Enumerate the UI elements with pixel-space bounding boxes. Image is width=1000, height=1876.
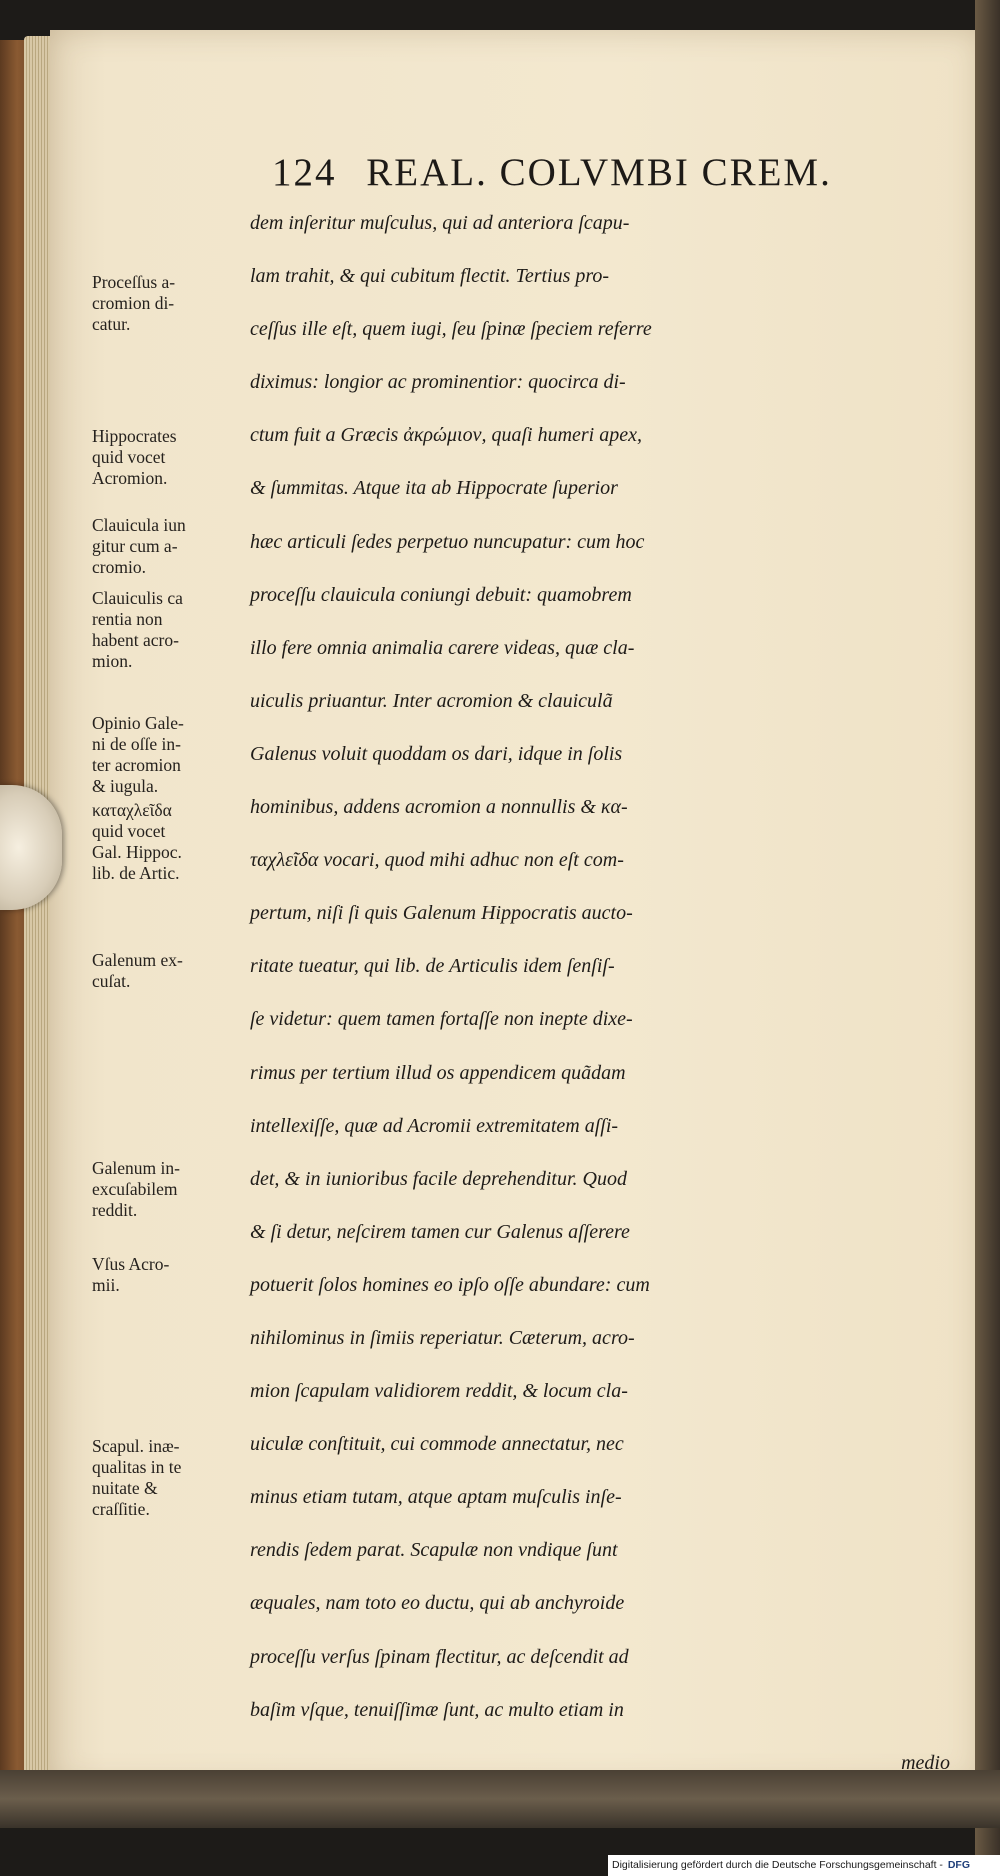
body-line: lam trahit, & qui cubitum flectit. Tertius pro-	[250, 265, 610, 288]
body-line: nihilominus in ſimiis reperiatur. Cæterum, acro-	[250, 1326, 635, 1349]
margin-note-line: craſſitie.	[92, 1499, 150, 1519]
margin-note-line: καταχλεῖδα	[92, 800, 172, 820]
margin-note-line: gitur cum a-	[92, 536, 178, 556]
body-text	[250, 197, 985, 1790]
margin-note-line: quid vocet	[92, 447, 166, 467]
margin-note-line: Galenum in-	[92, 1158, 180, 1178]
margin-note-line: Galenum ex-	[92, 950, 183, 970]
body-line: dem inſeritur muſculus, qui ad anteriora ſcapu-	[250, 212, 630, 234]
margin-note-line: Clauicula iun	[92, 515, 186, 535]
margin-note-line: Scapul. inæ-	[92, 1436, 180, 1456]
margin-note-line: mion.	[92, 651, 133, 671]
margin-note-line: quid vocet	[92, 821, 166, 841]
body-line: potuerit ſolos homines eo ipſo oſſe abundare: cum	[250, 1273, 650, 1296]
body-line: illo fere omnia animalia carere videas, quæ cla-	[250, 636, 635, 659]
body-line: proceſſu verſus ſpinam flectitur, ac deſcendit ad	[250, 1645, 629, 1668]
dfg-logo: DFG	[947, 1859, 971, 1871]
margin-note-line: qualitas in te	[92, 1457, 182, 1477]
margin-note-line: cromion di-	[92, 293, 175, 313]
body-line: ſe videtur: quem tamen fortaſſe non inepte dixe-	[250, 1008, 633, 1031]
body-line: hominibus, addens acromion a nonnullis & κα-	[250, 796, 628, 819]
body-line: & ſi detur, neſcirem tamen cur Galenus aſſerere	[250, 1220, 630, 1243]
body-line: & ſummitas. Atque ita ab Hippocrate ſuperior	[250, 477, 618, 500]
body-line: intellexiſſe, quæ ad Acromii extremitatem aſſi-	[250, 1114, 619, 1137]
body-line: minus etiam tutam, atque aptam muſculis inſe-	[250, 1486, 622, 1509]
body-line: hæc articuli ſedes perpetuo nuncupatur: cum hoc	[250, 530, 645, 553]
margin-note-line: Acromion.	[92, 468, 168, 488]
margin-note-line: Gal. Hippoc.	[92, 842, 182, 862]
body-line: Galenus voluit quoddam os dari, idque in ſolis	[250, 742, 623, 765]
margin-note	[92, 713, 252, 797]
body-line: rendis ſedem parat. Scapulæ non vndique ſunt	[250, 1539, 618, 1562]
margin-note-line: Hippocrates	[92, 426, 177, 446]
margin-note-line: ni de oſſe in-	[92, 734, 181, 754]
running-title: REAL. COLVMBI CREM.	[366, 151, 832, 194]
margin-note-line: & iugula.	[92, 776, 159, 796]
body-line: proceſſu clauicula coniungi debuit: quamobrem	[250, 583, 632, 606]
page-number: 124	[272, 151, 337, 194]
running-head	[272, 150, 932, 194]
digitization-credit	[608, 1855, 1000, 1876]
margin-note-line: mii.	[92, 1275, 120, 1295]
margin-note	[92, 272, 252, 335]
margin-note-line: Vſus Acro-	[92, 1254, 170, 1274]
margin-note-line: Proceſſus a-	[92, 272, 176, 292]
margin-note-line: ter acromion	[92, 755, 181, 775]
margin-note	[92, 800, 252, 884]
margin-note	[92, 1254, 252, 1296]
body-line: mion ſcapulam validiorem reddit, & locum cla-	[250, 1380, 628, 1403]
margin-note-line: cuſat.	[92, 971, 131, 991]
margin-note	[92, 515, 252, 578]
margin-note	[92, 588, 252, 672]
body-line: ταχλεῖδα vocari, quod mihi adhuc non eſt com-	[250, 849, 624, 872]
body-line: ceſſus ille eſt, quem iugi, ſeu ſpinæ ſpeciem referre	[250, 318, 652, 341]
body-line: pertum, niſi ſi quis Galenum Hippocratis aucto-	[250, 902, 633, 925]
margin-note-line: Clauiculis ca	[92, 588, 183, 608]
margin-note	[92, 950, 252, 992]
body-line: rimus per tertium illud os appendicem quãdam	[250, 1061, 626, 1084]
body-line: æquales, nam toto eo ductu, qui ab anchyroide	[250, 1592, 625, 1615]
margin-note-line: cromio.	[92, 557, 146, 577]
body-line: medio	[901, 1751, 950, 1774]
margin-note	[92, 426, 252, 489]
margin-note-line: habent acro-	[92, 630, 179, 650]
body-line: ritate tueatur, qui lib. de Articulis idem ſenſiſ-	[250, 955, 615, 978]
body-line: ctum fuit a Græcis ἀκρώμιον, quaſi humeri apex,	[250, 424, 642, 447]
body-line: uiculæ conſtituit, cui commode annectatur, nec	[250, 1433, 624, 1456]
margin-note	[92, 1436, 252, 1520]
margin-note-line: Opinio Gale-	[92, 713, 184, 733]
body-line: diximus: longior ac prominentior: quocirca di-	[250, 371, 626, 394]
margin-note-line: lib. de Artic.	[92, 863, 180, 883]
margin-note-line: nuitate &	[92, 1478, 158, 1498]
margin-note-line: excuſabilem	[92, 1179, 178, 1199]
body-line: baſim vſque, tenuiſſimæ ſunt, ac multo etiam in	[250, 1698, 624, 1721]
margin-note-line: rentia non	[92, 609, 163, 629]
margin-note-line: catur.	[92, 314, 131, 334]
credit-text: Digitalisierung gefördert durch die Deutsche Forschungsgemeinschaft -	[612, 1859, 943, 1871]
margin-note-line: reddit.	[92, 1200, 138, 1220]
margin-note	[92, 1158, 252, 1221]
body-line: det, & in iunioribus facile deprehenditur. Quod	[250, 1167, 628, 1190]
body-line: uiculis priuantur. Inter acromion & clauiculã	[250, 689, 613, 712]
